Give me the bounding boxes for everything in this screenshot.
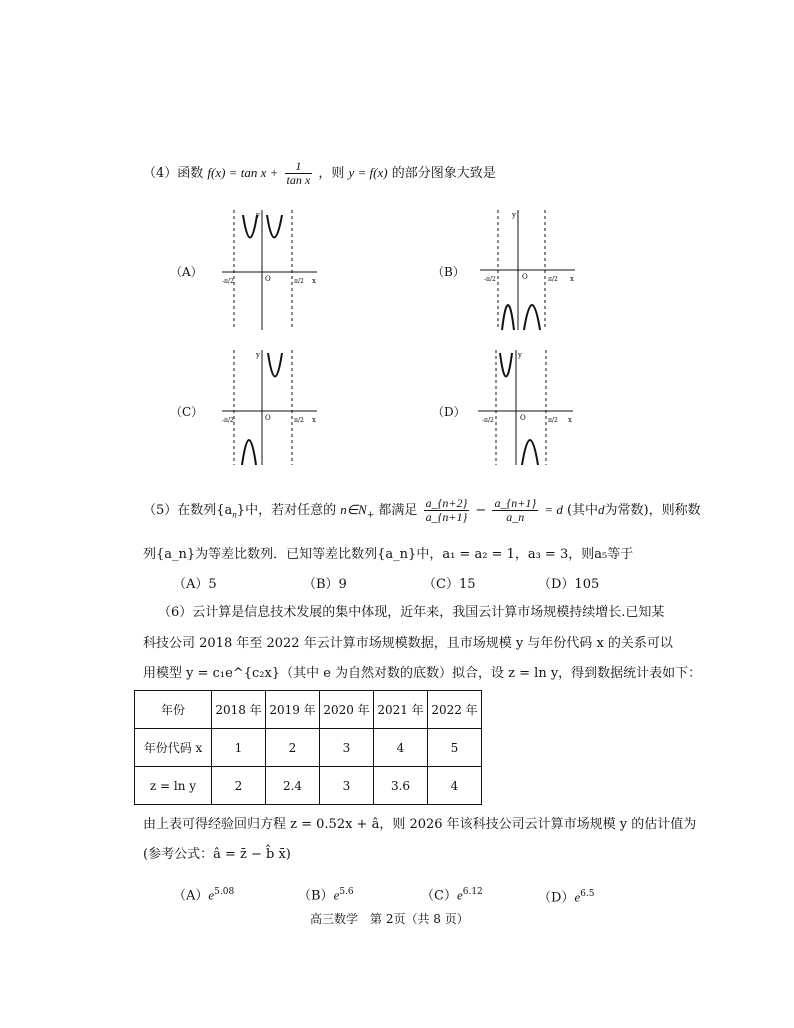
q6-option-d-label: （D） <box>538 890 575 906</box>
graph-b-origin: O <box>522 273 528 281</box>
graph-a <box>222 205 322 335</box>
table-cell: 3 <box>320 729 374 767</box>
q4-tail1: ，则 <box>318 166 345 181</box>
table-cell: 2 <box>212 767 266 805</box>
graph-b-neg: -π/2 <box>484 276 496 283</box>
q5-d: d <box>598 502 605 517</box>
q6-option-c-exp: 6.12 <box>462 887 483 897</box>
table-cell: 2 <box>266 729 320 767</box>
q6-line5: (参考公式：â = z̄ − b̂ x̄) <box>143 847 291 862</box>
q5-line1: （5）在数列$\{a_n\}$中，若对任意的 $n\in N_+$ 都满足 $\frac{a\_\{n+2\}}{a\_\{n+1\}}$ − $\frac{a\_\{n+1\}}{a\_n}$ = d (其中d为常数)，则称数 <box>143 496 701 524</box>
table-cell: 4 <box>374 729 428 767</box>
graph-a-neg: -π/2 <box>222 278 234 285</box>
table-cell: 2020 年 <box>320 691 374 729</box>
q5-eq-d: = d <box>544 502 563 517</box>
q5-frac2-den: a_n <box>506 510 525 524</box>
q5-option-b: （B）9 <box>303 577 347 592</box>
graph-c <box>222 345 322 470</box>
graph-c-y: y <box>256 351 260 359</box>
graph-d-y: y <box>518 351 522 359</box>
q6-option-a-exp: 5.08 <box>214 887 235 897</box>
q6-option-b-base: e <box>333 887 340 903</box>
q5-text-d: 都满足 <box>378 503 418 518</box>
graph-d-x: x <box>568 416 572 424</box>
graph-c-neg: -π/2 <box>222 417 234 424</box>
q6-option-a-base: e <box>208 887 215 903</box>
graph-d-neg: -π/2 <box>482 417 494 424</box>
q6-option-d-base: e <box>574 889 581 905</box>
q5-option-a: （A）5 <box>173 577 217 592</box>
q5-frac2-num: a_{n+1} <box>494 496 537 510</box>
graph-d-origin: O <box>520 414 526 422</box>
table-cell: 年份代码 x <box>135 729 212 767</box>
table-cell: 2.4 <box>266 767 320 805</box>
table-row <box>135 729 482 767</box>
q5-frac1-num: a_{n+2} <box>425 496 468 510</box>
q5-text-e: (其中 <box>566 503 599 518</box>
graph-d <box>478 345 578 470</box>
q5-minus: − <box>475 503 487 518</box>
graph-a-y: y <box>256 211 260 219</box>
graph-c-x: x <box>312 416 316 424</box>
q4-stem <box>143 160 496 187</box>
q6-line1: （6）云计算是信息技术发展的集中体现，近年来，我国云计算市场规模持续增长.已知某 <box>158 605 665 620</box>
graph-c-origin: O <box>265 414 271 422</box>
graph-a-pos: π/2 <box>294 278 304 285</box>
q4-yfx: y = f(x) <box>348 165 388 180</box>
q5-frac2 <box>492 497 538 524</box>
q6-option-c <box>421 884 483 904</box>
graph-c-pos: π/2 <box>294 417 304 424</box>
table-cell: 2019 年 <box>266 691 320 729</box>
graph-a-x: x <box>312 277 316 285</box>
q6-option-a-label: （A） <box>173 888 209 904</box>
graph-b <box>480 205 580 335</box>
q6-option-a <box>173 884 234 904</box>
graph-d-pos: π/2 <box>548 417 558 424</box>
graph-c-label: （C） <box>170 405 204 419</box>
q5-seq-open: （5）在数列{a <box>143 503 233 518</box>
q4-number: （4）函数 <box>143 166 204 181</box>
q6-option-b-exp: 5.6 <box>339 887 354 897</box>
table-cell: 4 <box>428 767 482 805</box>
table-cell: 2022 年 <box>428 691 482 729</box>
q6-option-b <box>298 884 354 904</box>
table-cell: 2018 年 <box>212 691 266 729</box>
q5-option-c: （C）15 <box>423 577 476 592</box>
table-cell: 5 <box>428 729 482 767</box>
graph-b-x: x <box>570 275 574 283</box>
graph-b-y: y <box>512 211 516 219</box>
q5-line2: 列{a_n}为等差比数列．已知等差比数列{a_n}中，a₁ = a₂ = 1，a₃ = 3，则a₅等于 <box>143 547 634 562</box>
q5-frac1 <box>424 497 470 524</box>
q4-tail2: 的部分图象大致是 <box>391 166 496 181</box>
graph-a-label: （A） <box>170 265 203 279</box>
table-cell: 3 <box>320 767 374 805</box>
table-row-header <box>135 691 482 729</box>
q6-option-c-base: e <box>456 887 463 903</box>
q6-option-b-label: （B） <box>298 888 334 904</box>
q5-text-b: }中，若对任意的 <box>236 503 337 518</box>
graph-a-origin: O <box>265 275 271 283</box>
table-cell: 1 <box>212 729 266 767</box>
table-cell: z = ln y <box>135 767 212 805</box>
graph-d-label: （D） <box>432 405 466 419</box>
q6-line4: 由上表可得经验回归方程 z = 0.52x + â，则 2026 年该科技公司云计算市场规模 y 的估计值为 <box>143 817 697 832</box>
table-cell: 3.6 <box>374 767 428 805</box>
q5-frac1-den: a_{n+1} <box>425 510 468 524</box>
q5-option-d: （D）105 <box>538 577 600 592</box>
q4-function: f(x) = tan x + <box>207 165 279 180</box>
q5-text-f: 为常数)，则称数 <box>604 503 701 518</box>
table-cell: 2021 年 <box>374 691 428 729</box>
graph-b-pos: π/2 <box>548 276 558 283</box>
table-row <box>135 767 482 805</box>
q6-option-c-label: （C） <box>421 888 457 904</box>
q6-line2: 科技公司 2018 年至 2022 年云计算市场规模数据，且市场规模 y 与年份代码 x 的关系可以 <box>143 636 673 651</box>
q5-n-in-N: n∈N <box>340 502 367 517</box>
q4-frac-den: tan x <box>286 173 311 187</box>
q4-fraction <box>285 160 313 187</box>
table-cell: 年份 <box>135 691 212 729</box>
graph-b-label: （B） <box>432 265 465 279</box>
q6-line3: 用模型 y = c₁e^{c₂x}（其中 e 为自然对数的底数）拟合，设 z = ln y，得到数据统计表如下： <box>143 666 702 681</box>
q6-option-d-exp: 6.5 <box>580 889 595 899</box>
q4-frac-num: 1 <box>285 160 313 174</box>
page-footer: 高三数学 第 2页（共 8 页） <box>310 912 469 926</box>
q6-data-table <box>134 690 482 805</box>
q6-option-d <box>538 886 595 906</box>
